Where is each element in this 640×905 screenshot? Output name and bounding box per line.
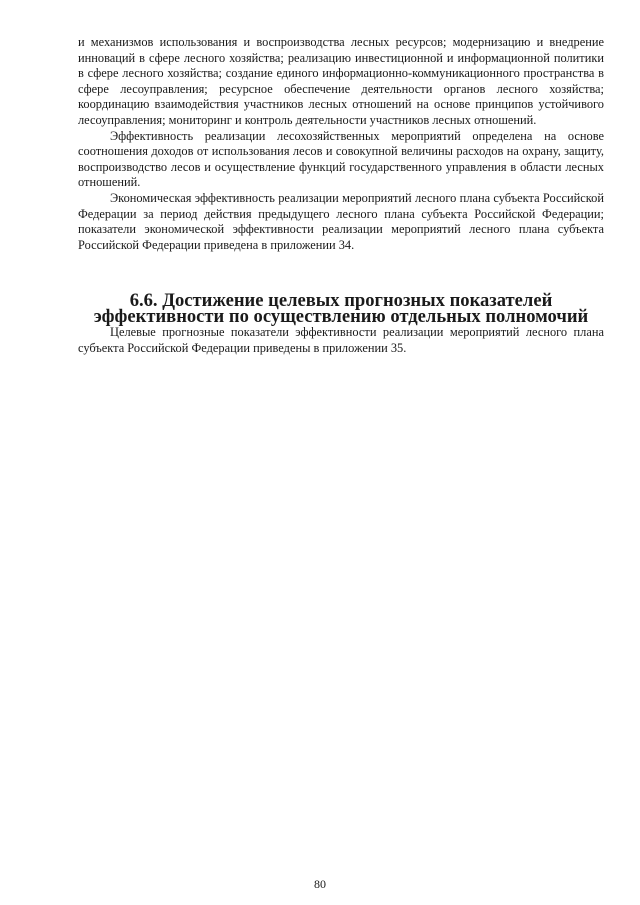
paragraph-efficiency: Эффективность реализации лесохозяйственных мероприятий определена на основе соотношения доходов от использования лесов и совокупной величины расходов на охрану, защиту, воспроизводство лесов и осуществление функций государственного управления в области лесных отношений. — [78, 128, 604, 190]
page-number: 80 — [314, 877, 326, 891]
body-text-top — [78, 35, 604, 253]
paragraph-continuation: и механизмов использования и воспроизводства лесных ресурсов; модернизацию и внедрение инноваций в сфере лесного хозяйства; реализацию инвестиционной и информационной политики в сфере лесного хозяйства; создание единого информационно-коммуникационного пространства в сфере лесоуправления; ресурсное обеспечение деятельности органов лесного хозяйства; координацию взаимодействия участников лесных отношений на основе принципов устойчивого лесоуправления; мониторинг и контроль деятельности участников лесных отношений. — [78, 35, 604, 127]
section-heading: 6.6. Достижение целевых прогнозных показателей эффективности по осуществлению отдельных полномочий — [93, 290, 589, 327]
paragraph-target-indicators: Целевые прогнозные показатели эффективности реализации мероприятий лесного плана субъекта Российской Федерации приведены в приложении 35. — [78, 325, 604, 355]
paragraph-economic-efficiency: Экономическая эффективность реализации мероприятий лесного плана субъекта Российской Федерации за период действия предыдущего лесного плана субъекта Российской Федерации; показатели экономической эффективности реализации мероприятий лесного плана субъекта Российской Федерации приведена в приложении 34. — [78, 190, 604, 252]
section-6-6 — [78, 290, 604, 356]
